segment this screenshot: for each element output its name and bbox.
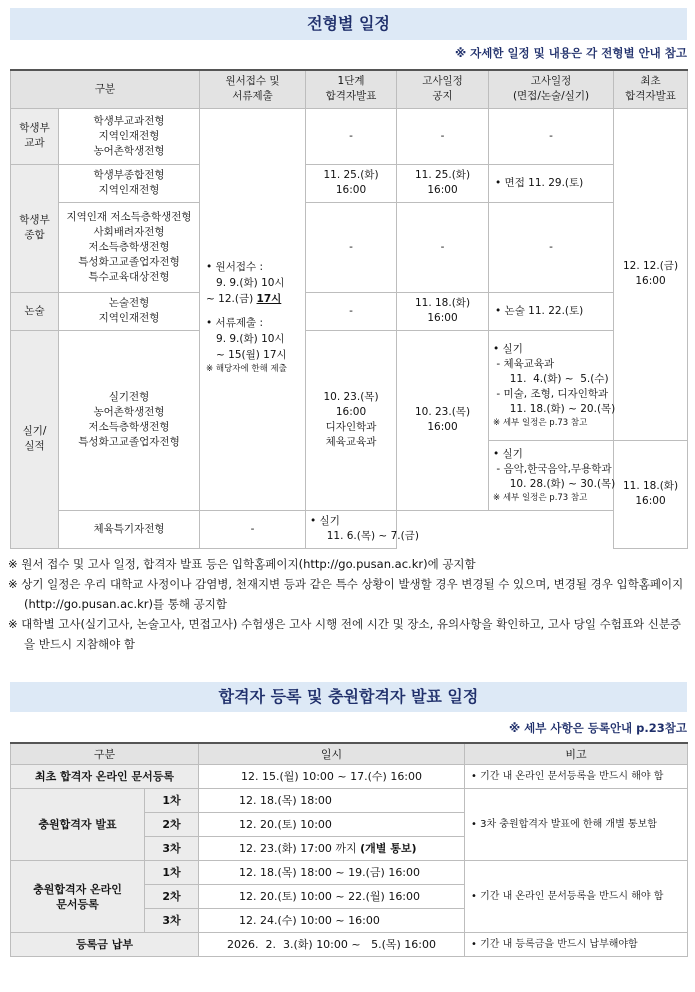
header-exam: 고사일정 (면접/논술/실기) — [489, 70, 614, 108]
stage1-r3: - — [306, 202, 397, 292]
row-name-silgi: 실기전형 농어촌학생전형 저소득층학생전형 특성화고교졸업자전형 — [59, 330, 200, 510]
section-note-registration: ※ 세부 사항은 등록안내 p.23참고 — [509, 721, 687, 735]
exam-r5b: • 실기 - 음악,한국음악,무용학과 10. 28.(화) ~ 30.(목) ※ 세부 일정은 p.73 참고 — [489, 440, 614, 510]
reg-date: 12. 18.(목) 18:00 ~ 19.(금) 16:00 — [199, 861, 465, 885]
ann-round: 3차 — [145, 837, 199, 861]
schedule-table — [10, 69, 688, 549]
header-final: 최초 합격자발표 — [614, 70, 688, 108]
stage1-r5: 10. 23.(목) 16:00 디자인학과 체육교육과 — [306, 330, 397, 510]
row-name-gyogwa: 학생부교과전형 지역인재전형 농어촌학생전형 — [59, 108, 200, 164]
notes-list — [8, 554, 688, 654]
first-reg-remark: • 기간 내 온라인 문서등록을 반드시 해야 함 — [465, 765, 688, 789]
note-item: ※ 상기 일정은 우리 대학교 사정이나 감염병, 천재지변 등과 같은 특수 상황이 발생할 경우 변경될 수 있으며, 변경될 경우 입학홈페이지(http://go.pusan.ac.kr)를 통해 공지함 — [8, 577, 684, 611]
header-stage1: 1단계 합격자발표 — [306, 70, 397, 108]
stage1-r2: 11. 25.(화) 16:00 — [306, 164, 397, 202]
stage1-r4: - — [306, 292, 397, 330]
stage1-r1: - — [306, 108, 397, 164]
first-reg-label: 최초 합격자 온라인 문서등록 — [11, 765, 199, 789]
group-silgi: 실기/ 실적 — [11, 330, 59, 548]
ann-date: 12. 20.(토) 10:00 — [199, 813, 465, 837]
exam-r1: - — [489, 108, 614, 164]
ann-label: 충원합격자 발표 — [11, 789, 145, 861]
exam-r6: • 실기 11. 6.(목) ~ 7.(금) — [306, 510, 397, 548]
notice-r1: - — [397, 108, 489, 164]
row-name-nonsul: 논술전형 지역인재전형 — [59, 292, 200, 330]
fee-remark: • 기간 내 등록금을 반드시 납부해야함 — [465, 933, 688, 957]
notice-r5: 10. 23.(목) 16:00 — [397, 330, 489, 510]
section-title-schedule: 전형별 일정 — [10, 8, 687, 40]
registration-table — [10, 742, 688, 957]
exam-r2: • 면접 11. 29.(토) — [489, 164, 614, 202]
reg-date: 12. 20.(토) 10:00 ~ 22.(월) 16:00 — [199, 885, 465, 909]
header-reg-category: 구분 — [11, 743, 199, 765]
row-name-jonghap-etc: 지역인재 저소득층학생전형 사회배려자전형 저소득층학생전형 특성화고교졸업자전형 특수교육대상전형 — [59, 202, 200, 292]
row-name-jonghap: 학생부종합전형 지역인재전형 — [59, 164, 200, 202]
note-item: ※ 원서 접수 및 고사 일정, 합격자 발표 등은 입학홈페이지(http://go.pusan.ac.kr)에 공지함 — [8, 557, 476, 571]
notice-r3: - — [397, 202, 489, 292]
reg-label: 충원합격자 온라인 문서등록 — [11, 861, 145, 933]
group-jonghap: 학생부 종합 — [11, 164, 59, 292]
ann-date: 12. 18.(목) 18:00 — [199, 789, 465, 813]
reg-date: 12. 24.(수) 10:00 ~ 16:00 — [199, 909, 465, 933]
header-reg-date: 일시 — [199, 743, 465, 765]
reg-round: 1차 — [145, 861, 199, 885]
section-title-registration: 합격자 등록 및 충원합격자 발표 일정 — [10, 682, 687, 712]
group-nonsul: 논술 — [11, 292, 59, 330]
fee-date: 2026. 2. 3.(화) 10:00 ~ 5.(목) 16:00 — [199, 933, 465, 957]
reg-round: 2차 — [145, 885, 199, 909]
first-reg-date: 12. 15.(월) 10:00 ~ 17.(수) 16:00 — [199, 765, 465, 789]
reg-round: 3차 — [145, 909, 199, 933]
exam-r5a: • 실기 - 체육교육과 11. 4.(화) ~ 5.(수) - 미술, 조형, 디자인학과 11. 18.(화) ~ 20.(목) ※ 세부 일정은 p.73 참고 — [489, 330, 614, 440]
fee-label: 등록금 납부 — [11, 933, 199, 957]
reg-remark: • 기간 내 온라인 문서등록을 반드시 해야 함 — [465, 861, 688, 933]
notice-r4: 11. 18.(화) 16:00 — [397, 292, 489, 330]
row-name-sports: 체육특기자전형 — [59, 510, 200, 548]
final-date-2: 11. 18.(화) 16:00 — [614, 440, 688, 548]
ann-date: 12. 23.(화) 17:00 까지 (개별 통보) — [199, 837, 465, 861]
header-apply: 원서접수 및 서류제출 — [200, 70, 306, 108]
apply-cell: • 원서접수 : 9. 9.(화) 10시 ~ 12.(금) 17시 • 서류제출 : 9. 9.(화) 10시 ~ 15(월) 17시 ※ 해당자에 한해 제출 — [200, 108, 306, 510]
group-gyogwa: 학생부 교과 — [11, 108, 59, 164]
ann-round: 2차 — [145, 813, 199, 837]
header-reg-remark: 비고 — [465, 743, 688, 765]
final-date-1: 12. 12.(금) 16:00 — [614, 108, 688, 440]
note-item: ※ 대학별 고사(실기고사, 논술고사, 면접고사) 수험생은 고사 시행 전에 시간 및 장소, 유의사항을 확인하고, 고사 당일 수험표와 신분증을 반드시 지참해야 함 — [8, 617, 682, 651]
ann-round: 1차 — [145, 789, 199, 813]
section-note-schedule: ※ 자세한 일정 및 내용은 각 전형별 안내 참고 — [454, 46, 687, 60]
exam-r3: - — [489, 202, 614, 292]
ann-remark: • 3차 충원합격자 발표에 한해 개별 통보함 — [465, 789, 688, 861]
header-category: 구분 — [11, 70, 200, 108]
exam-r4: • 논술 11. 22.(토) — [489, 292, 614, 330]
stage1-r6: - — [200, 510, 306, 548]
notice-r2: 11. 25.(화) 16:00 — [397, 164, 489, 202]
header-exam-notice: 고사일정 공지 — [397, 70, 489, 108]
